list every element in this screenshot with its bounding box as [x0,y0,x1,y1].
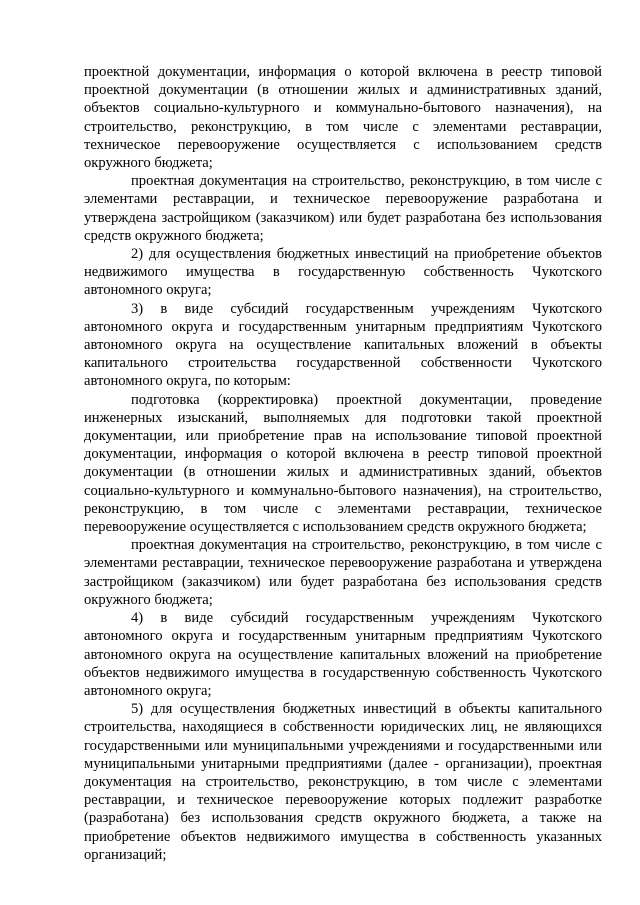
document-page [84,63,602,864]
paragraph-item-2: 2) для осуществления бюджетных инвестиций на приобретение объектов недвижимого имущества в государственную собственность Чукотского автономного округа; [84,246,602,299]
paragraph-design-docs-2: проектная документация на строительство, реконструкцию, в том числе с элементами реставрации, техническое перевооружение разработана и утверждена застройщиком (заказчиком) или будет разработана без использования средств окружного бюджета; [84,537,602,608]
paragraph-item-5: 5) для осуществления бюджетных инвестиций в объекты капитального строительства, находящиеся в собственности юридических лиц, не являющихся государственными или муниципальными учреждениями и государственными или муниципальными унитарными предприятиями (далее - организации), проектная документация на строительство, реконструкцию, в том числе с элементами реставрации, и техническое перевооружение которых подлежит разработке (разработана) без использования средств окружного бюджета, а также на приобретение объектов недвижимого имущества в собственность указанных организаций; [84,701,602,863]
paragraph-preparation: подготовка (корректировка) проектной документации, проведение инженерных изысканий, выполняемых для подготовки такой проектной документации, или приобретение прав на использование типовой проектной документации, информация о которой включена в реестр типовой проектной документации (в отношении жилых и административных зданий, объектов социально-культурного и коммунально-бытового назначения), на строительство, реконструкцию, в том числе с элементами реставрации, техническое перевооружение осуществляется с использованием средств окружного бюджета; [84,391,602,536]
paragraph-item-4: 4) в виде субсидий государственным учреждениям Чукотского автономного округа и государственным унитарным предприятиям Чукотского автономного округа на осуществление капитальных вложений на приобретение объектов недвижимого имущества в государственную собственность Чукотского автономного округа; [84,610,602,699]
paragraph-continuation: проектной документации, информация о которой включена в реестр типовой проектной документации (в отношении жилых и административных зданий, объектов социально-культурного и коммунально-бытового назначения), на строительство, реконструкцию, в том числе с элементами реставрации, техническое перевооружение осуществляется с использованием средств окружного бюджета; [84,64,602,172]
paragraph-design-docs-1: проектная документация на строительство, реконструкцию, в том числе с элементами реставрации, и техническое перевооружение разработана и утверждена застройщиком (заказчиком) или будет разработана без использования средств окружного бюджета; [84,173,602,244]
paragraph-item-3: 3) в виде субсидий государственным учреждениям Чукотского автономного округа и государственным унитарным предприятиям Чукотского автономного округа на осуществление капитальных вложений в объекты капитального строительства государственной собственности Чукотского автономного округа, по которым: [84,300,602,390]
